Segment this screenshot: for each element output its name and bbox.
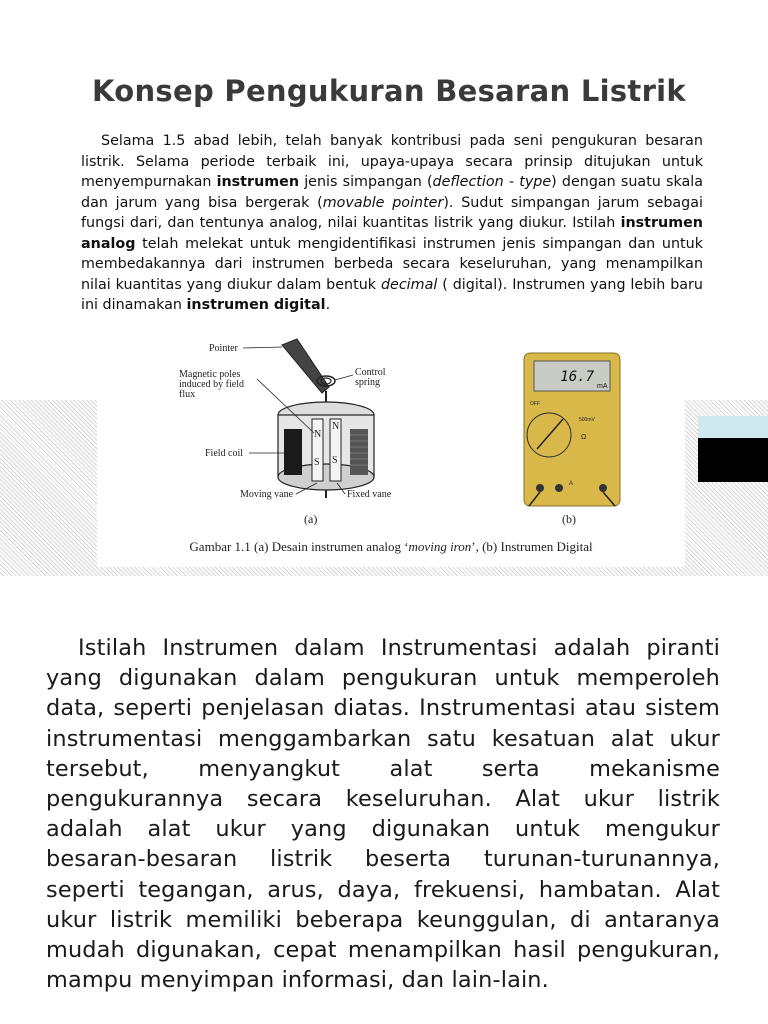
pole-label: N bbox=[314, 429, 322, 440]
decorative-accent-bar bbox=[698, 416, 768, 438]
intro-text: ). Sudut simpangan jarum sebagai fungsi dari, dan tentunya analog, nilai kuantitas listrik yang diukur. Istilah bbox=[81, 194, 703, 231]
label-fixed-vane: Fixed vane bbox=[347, 489, 392, 500]
multimeter-off-label: OFF bbox=[530, 401, 540, 407]
multimeter-ohm-label: Ω bbox=[581, 434, 587, 441]
intro-text: ( digital). Instrumen yang lebih baru ini dinamakan bbox=[81, 276, 703, 313]
intro-bold-term: instrumen analog bbox=[81, 215, 703, 252]
moving-iron-diagram bbox=[179, 339, 392, 526]
intro-text: . bbox=[325, 297, 331, 313]
label-control-spring: Control bbox=[355, 367, 386, 378]
pole-label: S bbox=[314, 457, 320, 468]
label-moving-vane: Moving vane bbox=[240, 489, 294, 500]
figure-panel bbox=[97, 333, 685, 567]
multimeter-range-label: 500mV bbox=[579, 417, 595, 423]
intro-text: jenis simpangan ( bbox=[299, 174, 433, 190]
subfigure-label-a: (a) bbox=[304, 512, 318, 526]
intro-italic-term: deflection - type bbox=[432, 174, 552, 190]
intro-bold-term: instrumen digital bbox=[186, 297, 326, 313]
label-field-coil: Field coil bbox=[205, 448, 244, 459]
intro-text: Selama 1.5 abad lebih, telah banyak kontribusi pada seni pengukuran besaran listrik. Selama periode terbaik ini, upaya-upaya secara prinsip ditujukan untuk menyempurnakan bbox=[81, 133, 703, 190]
intro-italic-term: decimal bbox=[380, 276, 438, 293]
caption-italic-term: moving iron bbox=[408, 539, 472, 554]
label-control-spring: spring bbox=[355, 377, 380, 388]
intro-paragraph bbox=[81, 131, 703, 328]
field-coil-winding-left bbox=[284, 429, 302, 475]
probe-jack-icon bbox=[555, 484, 563, 492]
field-coil-winding-right bbox=[350, 429, 368, 475]
label-magnetic-poles: flux bbox=[179, 389, 196, 400]
label-pointer: Pointer bbox=[209, 343, 238, 354]
digital-multimeter-illustration bbox=[524, 353, 620, 526]
pole-label: S bbox=[332, 455, 338, 466]
figure-illustration bbox=[97, 333, 685, 538]
body-text: Istilah Instrumen dalam Instrumentasi adalah piranti yang digunakan dalam pengukuran untuk memperoleh data, seperti penjelasan diatas. Instrumentasi atau sistem instrumentasi menggambarkan satu kesatuan alat ukur tersebut, menyangkut alat serta mekanisme pengukurannya secara keseluruhan. Alat ukur listrik adalah alat ukur yang digunakan untuk mengukur besaran-besaran listrik beserta turunan-turunannya, seperti tegangan, arus, daya, frekuensi, hambatan. Alat ukur listrik memiliki beberapa keunggulan, di antaranya mudah digunakan, cepat menampilkan hasil pengukuran, mampu menyimpan informasi, dan lain-lain. bbox=[46, 635, 720, 994]
body-paragraph bbox=[46, 633, 720, 1024]
label-magnetic-poles: induced by field bbox=[179, 379, 244, 390]
intro-text: telah melekat untuk mengidentifikasi instrumen jenis simpangan dan untuk membedakannya dari instrumen berbeda secara keseluruhan, yang menampilkan nilai kuantitas yang diukur dalam bentuk bbox=[81, 235, 703, 293]
pole-label: N bbox=[332, 421, 340, 432]
probe-jack-icon bbox=[536, 484, 544, 492]
intro-bold-term: instrumen bbox=[216, 174, 300, 190]
caption-text: ’, (b) Instrumen Digital bbox=[471, 539, 593, 554]
intro-italic-term: movable pointer bbox=[322, 194, 444, 211]
multimeter-unit: mA bbox=[597, 383, 608, 390]
subfigure-label-b: (b) bbox=[562, 512, 576, 526]
probe-jack-icon bbox=[599, 484, 607, 492]
decorative-black-bar bbox=[698, 438, 768, 482]
multimeter-reading: 16.7 bbox=[560, 369, 594, 385]
page-title: Konsep Pengukuran Besaran Listrik bbox=[91, 74, 687, 108]
figure-caption bbox=[97, 539, 685, 555]
multimeter-port-label: A bbox=[569, 481, 574, 487]
intro-text: ) dengan suatu skala dan jarum yang bisa bergerak ( bbox=[81, 174, 703, 211]
label-magnetic-poles: Magnetic poles bbox=[179, 369, 241, 380]
caption-text: Gambar 1.1 (a) Desain instrumen analog ‘ bbox=[189, 539, 409, 554]
